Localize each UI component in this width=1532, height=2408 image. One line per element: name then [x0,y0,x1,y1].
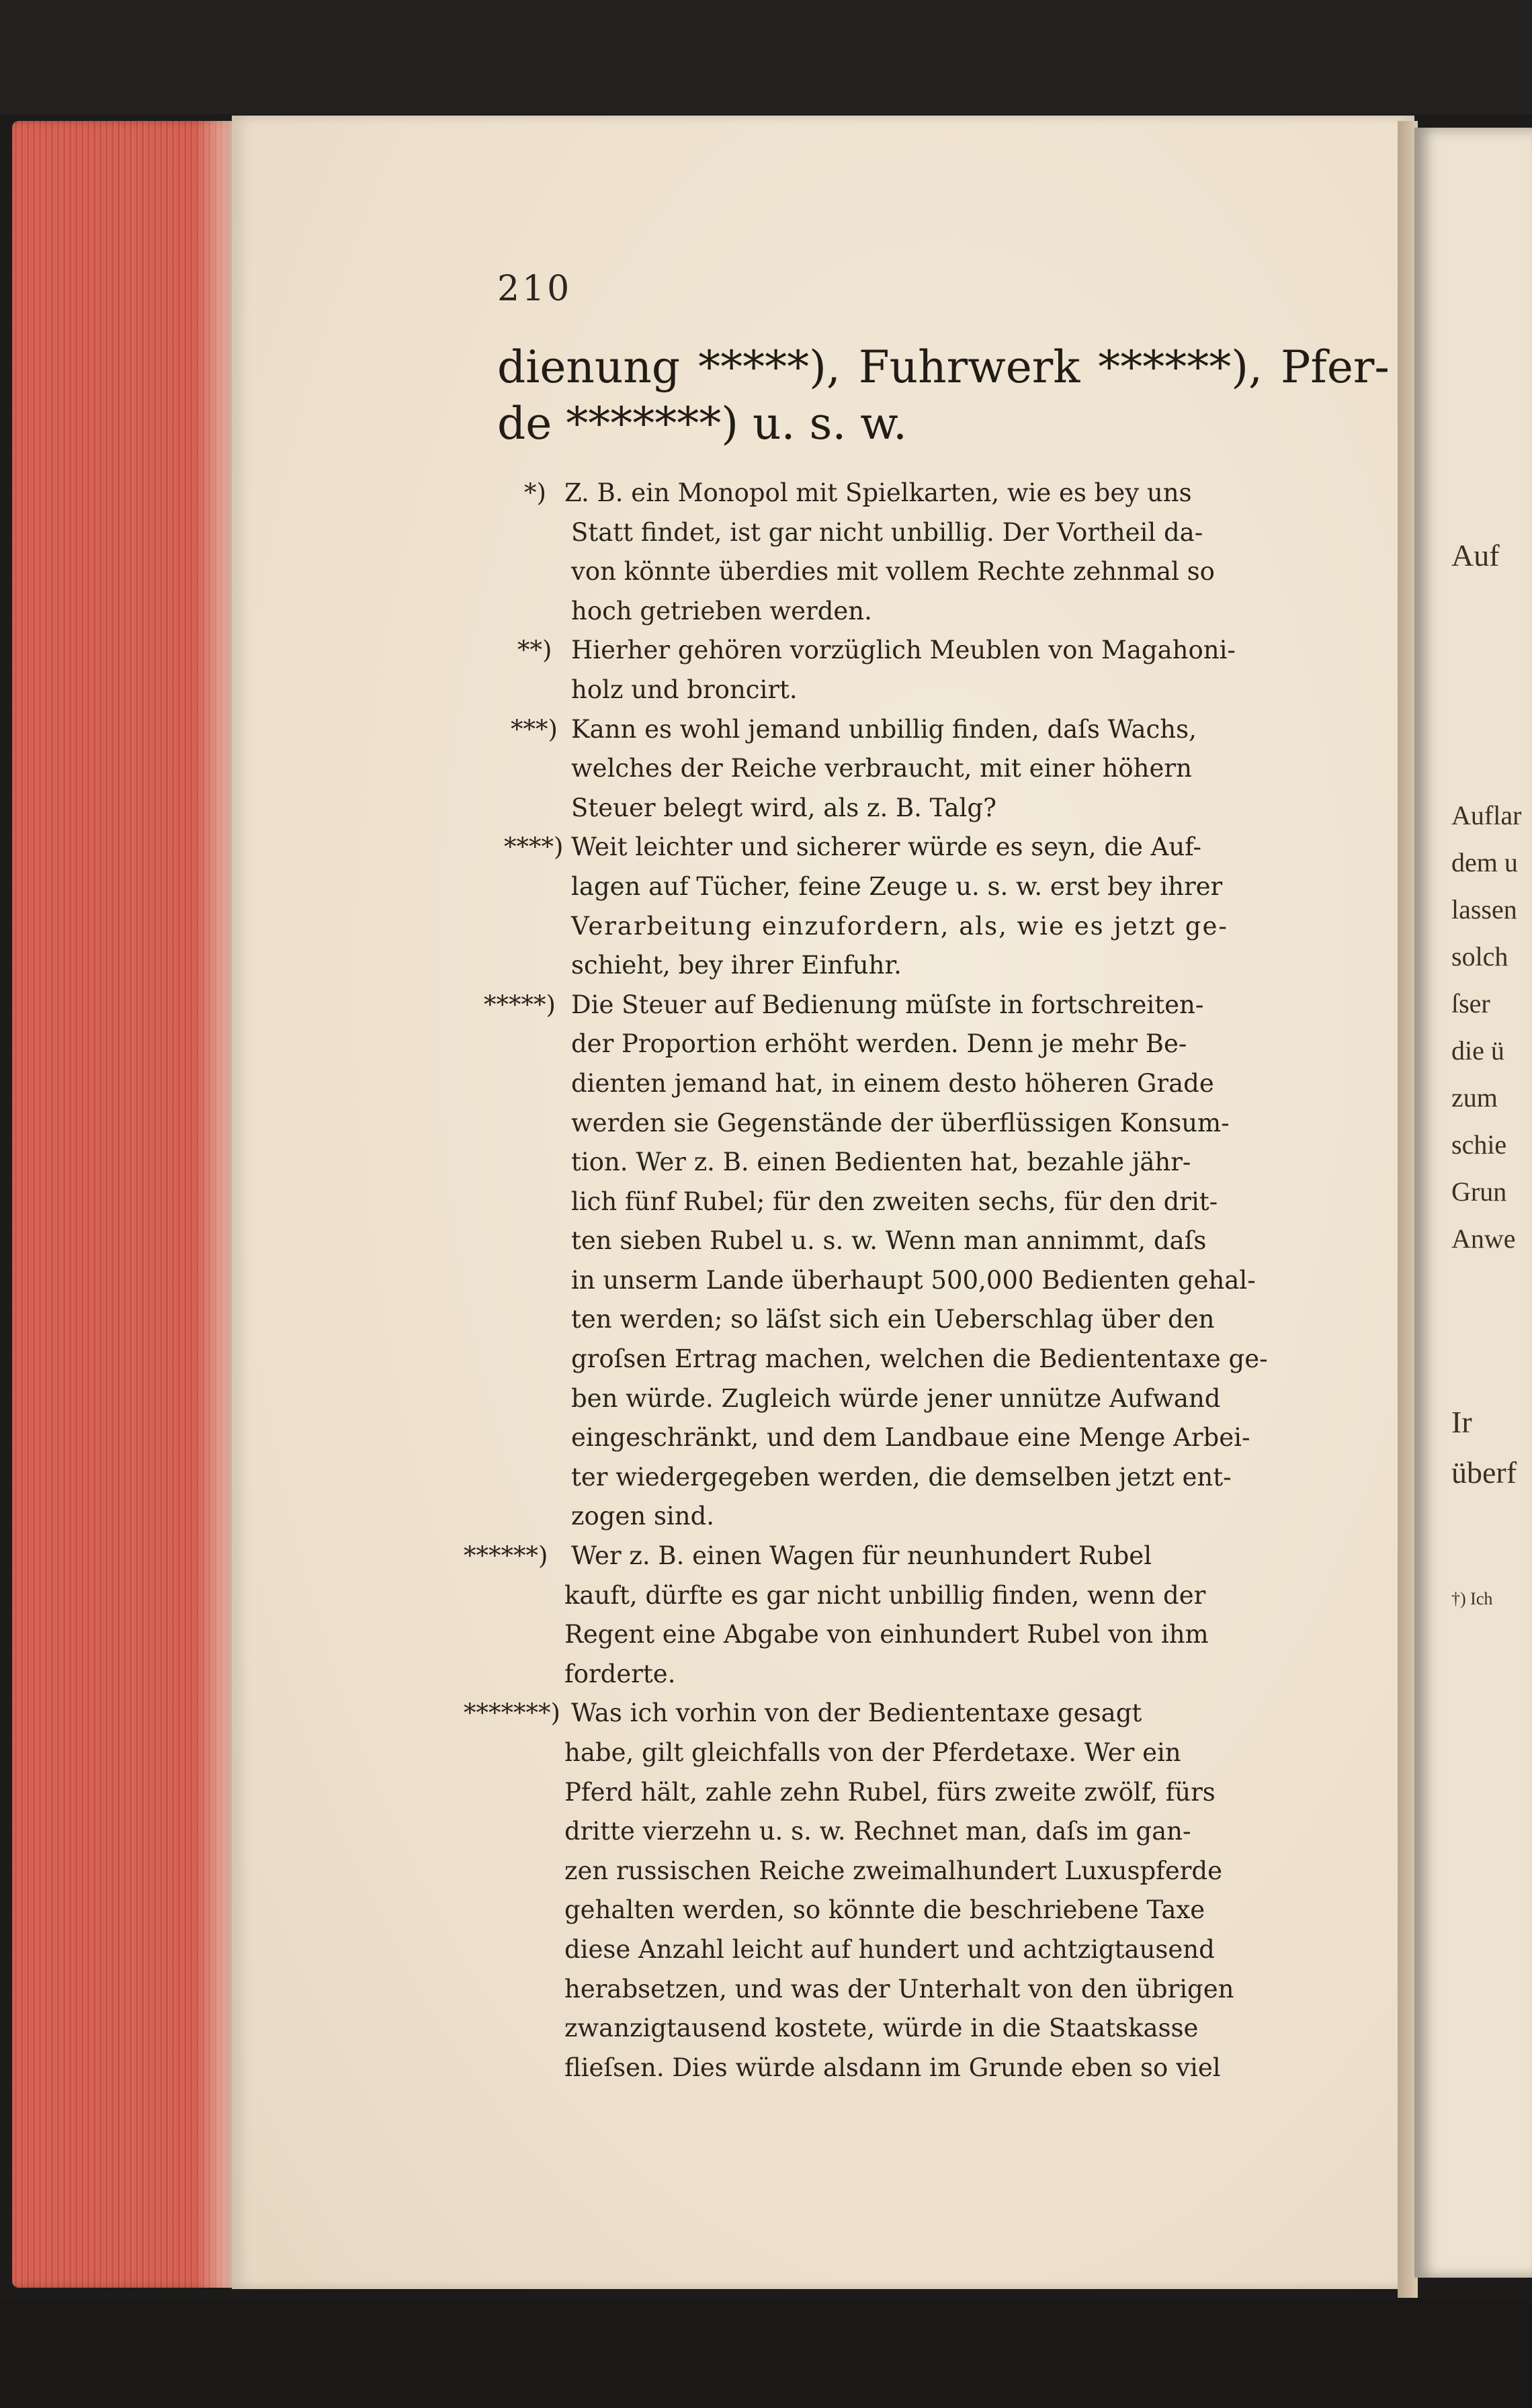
main-text-line: de *******) u. s. w. [497,398,907,449]
footnote-line: schieht, bey ihrer Einfuhr. [571,951,902,980]
adjacent-text-fragment: Anwe [1451,1223,1516,1254]
footnote-line: diese Anzahl leicht auf hundert und achtzigtausend [564,1934,1215,1964]
footnote-line: flieſsen. Dies würde alsdann im Grunde eben so viel [564,2053,1221,2082]
adjacent-text-fragment: Auf [1451,538,1500,572]
footnote-line: Regent eine Abgabe von einhundert Rubel von ihm [564,1620,1209,1649]
footnote-line: lich fünf Rubel; für den zweiten sechs, für den drit- [571,1187,1218,1216]
footnote-body [571,631,1317,710]
footnote-body [571,986,1317,1537]
footnote-line: Z. B. ein Monopol mit Spielkarten, wie es bey uns [564,478,1192,507]
adjacent-page-fragment [1414,128,1532,2278]
footnote-body [564,1694,1317,2088]
footnote-marker: *****) [484,990,556,1019]
footnote-line: Kann es wohl jemand unbillig finden, daſs Wachs, [571,714,1197,744]
footnote-line: zen russischen Reiche zweimalhundert Luxuspferde [564,1856,1223,1885]
footnote-line: zwanzigtausend kostete, würde in die Staatskasse [564,2014,1199,2043]
footnote-marker: **) [517,636,552,665]
scan-background-bottom [0,2298,1532,2408]
adjacent-text-fragment: Auflar [1451,800,1522,830]
adjacent-text-fragment: die ü [1451,1035,1504,1066]
adjacent-text-fragment: Grun [1451,1176,1507,1207]
footnote-line: der Proportion erhöht werden. Denn je mehr Be- [571,1029,1187,1059]
footnote-line: ter wiedergegeben werden, die demselben jetzt ent- [571,1462,1232,1492]
footnote-line: kauft, dürfte es gar nicht unbillig finden, wenn der [564,1580,1206,1610]
footnote [497,710,1317,828]
footnote-line: forderte. [564,1659,676,1688]
footnote-line: in unserm Lande überhaupt 500,000 Bedienten gehal- [571,1265,1256,1295]
adjacent-text-fragment: lassen [1451,894,1517,924]
footnote-body [564,474,1317,631]
adjacent-text-fragment: dem u [1451,847,1518,877]
footnote-line: Wer z. B. einen Wagen für neunhundert Rubel [571,1541,1152,1571]
footnote-line: dritte vierzehn u. s. w. Rechnet man, daſs im gan- [564,1817,1191,1846]
footnote-line: tion. Wer z. B. einen Bedienten hat, bezahle jähr- [571,1148,1191,1177]
adjacent-text-fragment: solch [1451,941,1508,972]
footnote-line: welches der Reiche verbraucht, mit einer höhern [571,754,1192,783]
footnote-line: zogen sind. [571,1502,715,1531]
footnote-marker: *******) [464,1698,560,1728]
footnote-body [564,1537,1317,1694]
footnote-body [571,710,1317,828]
footnote-line: Hierher gehören vorzüglich Meublen von Magahoni- [571,636,1236,665]
footnote-line: Die Steuer auf Bedienung müſste in fortschreiten- [571,990,1204,1019]
footnote-line: dienten jemand hat, in einem desto höheren Grade [571,1068,1214,1098]
footnote-line: von könnte überdies mit vollem Rechte zehnmal so [571,557,1215,587]
footnote [464,1694,1317,2088]
footnote-marker: ******) [464,1541,548,1571]
page-gutter-shadow [195,121,235,2288]
footnote-line: ben würde. Zugleich würde jener unnütze Aufwand [571,1383,1221,1413]
footnote-line: gehalten werden, so könnte die beschriebene Taxe [564,1895,1205,1925]
adjacent-text-fragment: †) Ich [1451,1589,1493,1608]
adjacent-text-fragment: überf [1451,1455,1517,1490]
footnote-line: ten werden; so läſst sich ein Ueberschlag über den [571,1305,1215,1334]
footnote [497,828,1317,985]
footnote-line: lagen auf Tücher, feine Zeuge u. s. w. erst bey ihrer [571,871,1223,901]
footnote-line: groſsen Ertrag machen, welchen die Bediententaxe ge- [571,1344,1268,1374]
footnote [464,1537,1317,1694]
adjacent-text-fragment: schie [1451,1129,1507,1160]
adjacent-text-fragment: ſser [1451,988,1490,1019]
footnote [497,474,1317,631]
footnote-marker: ***) [511,714,558,744]
footnote-line: Weit leichter und sicherer würde es seyn, die Auf- [571,832,1202,862]
main-text-line: dienung *****), Fuhrwerk ******), Pfer- [497,341,1390,393]
footnote-line: herabsetzen, und was der Unterhalt von den übrigen [564,1974,1234,2004]
footnote-line: eingeschränkt, und dem Landbaue eine Menge Arbei- [571,1423,1250,1453]
adjacent-text-fragment: Ir [1451,1405,1472,1439]
footnotes [464,474,1317,2088]
footnote-marker: *) [524,478,546,507]
footnote-marker: ****) [504,832,564,862]
footnote-line: werden sie Gegenstände der überflüssigen Konsum- [571,1108,1230,1137]
footnote-line: Statt findet, ist gar nicht unbillig. Der Vortheil da- [571,517,1203,547]
footnote-line: holz und broncirt. [571,675,798,704]
footnote-body [571,828,1317,985]
footnote-line: Verarbeitung einzufordern, als, wie es jetzt ge- [571,911,1228,941]
scan-background-top [0,0,1532,114]
footnote-line: Was ich vorhin von der Bediententaxe gesagt [571,1698,1142,1728]
footnote-line: ten sieben Rubel u. s. w. Wenn man annimmt, daſs [571,1226,1207,1256]
footnote-line: hoch getrieben werden. [571,596,872,626]
footnote [497,631,1317,710]
footnote [484,986,1317,1537]
footnote-line: Steuer belegt wird, als z. B. Talg? [571,793,996,822]
main-text [497,339,1390,452]
footnote-line: Pferd hält, zahle zehn Rubel, fürs zweite zwölf, fürs [564,1777,1216,1807]
adjacent-text-fragment: zum [1451,1082,1498,1113]
footnote-line: habe, gilt gleichfalls von der Pferdetaxe. Wer ein [564,1738,1181,1767]
page-number: 210 [497,269,572,309]
